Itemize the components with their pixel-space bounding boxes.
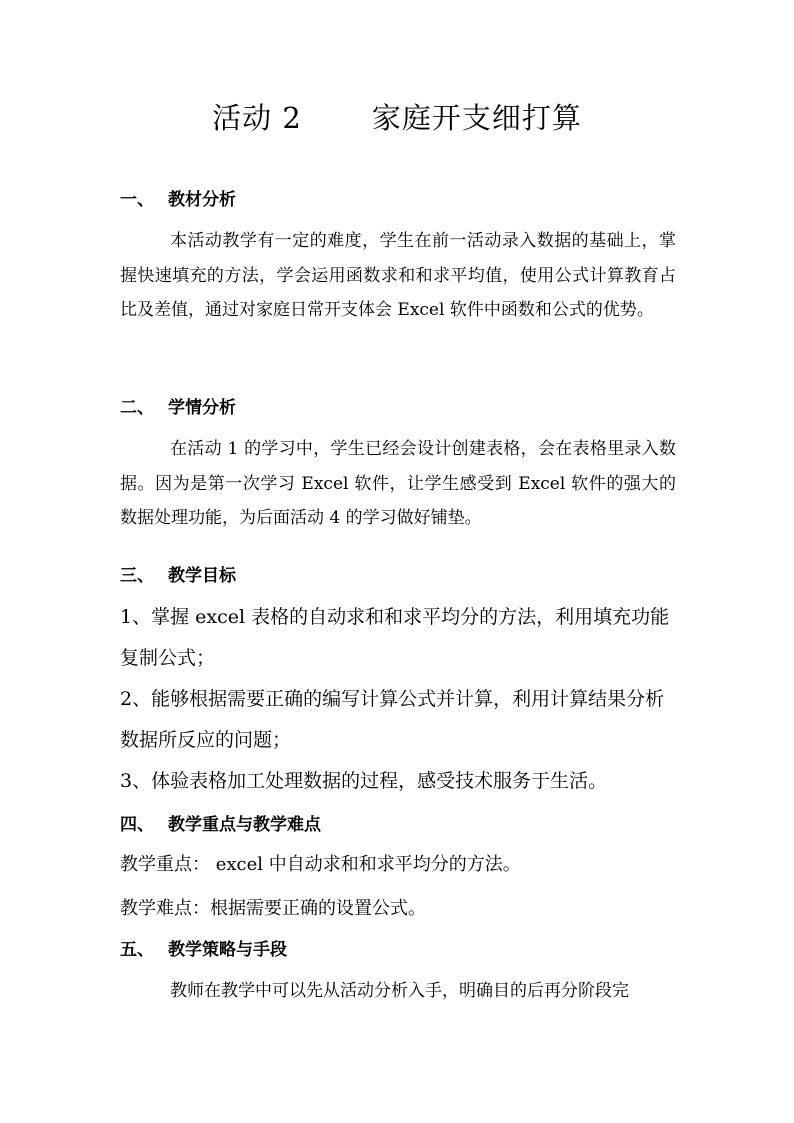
title-activity-number: 活动 2 [212, 101, 302, 135]
section-title: 教材分析 [168, 190, 236, 210]
section-heading-3 [120, 562, 236, 590]
section-title: 教学策略与手段 [168, 940, 287, 960]
goal-item-3: 3、体验表格加工处理数据的过程，感受技术服务于生活。 [120, 770, 608, 792]
section-title: 教学重点与教学难点 [168, 815, 321, 835]
section-2-paragraph: 在活动 1 的学习中，学生已经会设计创建表格，会在表格里录入数据。因为是第一次学习 Excel 软件，让学生感受到 Excel 软件的强大的数据处理功能，为后面活动 4 的学习做好铺垫。 [120, 439, 676, 528]
section-heading-5 [120, 936, 287, 964]
section-number: 二、 [120, 398, 154, 418]
section-number: 五、 [120, 940, 154, 960]
document-title [0, 98, 794, 138]
title-activity-name: 家庭开支细打算 [371, 101, 582, 135]
key-point-line: 教学重点： excel 中自动求和和求平均分的方法。 [120, 854, 521, 875]
section-number: 三、 [120, 566, 154, 586]
section-number: 一、 [120, 190, 154, 210]
section-heading-4 [120, 811, 321, 839]
section-1-paragraph: 本活动教学有一定的难度，学生在前一活动录入数据的基础上，掌握快速填充的方法，学会运用函数求和和求平均值，使用公式计算教育占比及差值，通过对家庭日常开支体会 Excel 软件中函数和公式的优势。 [120, 231, 676, 320]
section-5-paragraph: 教师在教学中可以先从活动分析入手，明确目的后再分阶段完 [170, 981, 629, 1001]
section-number: 四、 [120, 815, 154, 835]
section-heading-2 [120, 394, 236, 422]
goal-item-1: 1、掌握 excel 表格的自动求和和求平均分的方法，利用填充功能 复制公式； [120, 606, 670, 669]
section-title: 教学目标 [168, 566, 236, 586]
section-title: 学情分析 [168, 398, 236, 418]
difficulty-line: 教学难点：根据需要正确的设置公式。 [120, 898, 426, 919]
section-heading-1 [120, 186, 236, 214]
goal-item-2: 2、能够根据需要正确的编写计算公式并计算，利用计算结果分析数据所反应的问题； [120, 688, 665, 751]
